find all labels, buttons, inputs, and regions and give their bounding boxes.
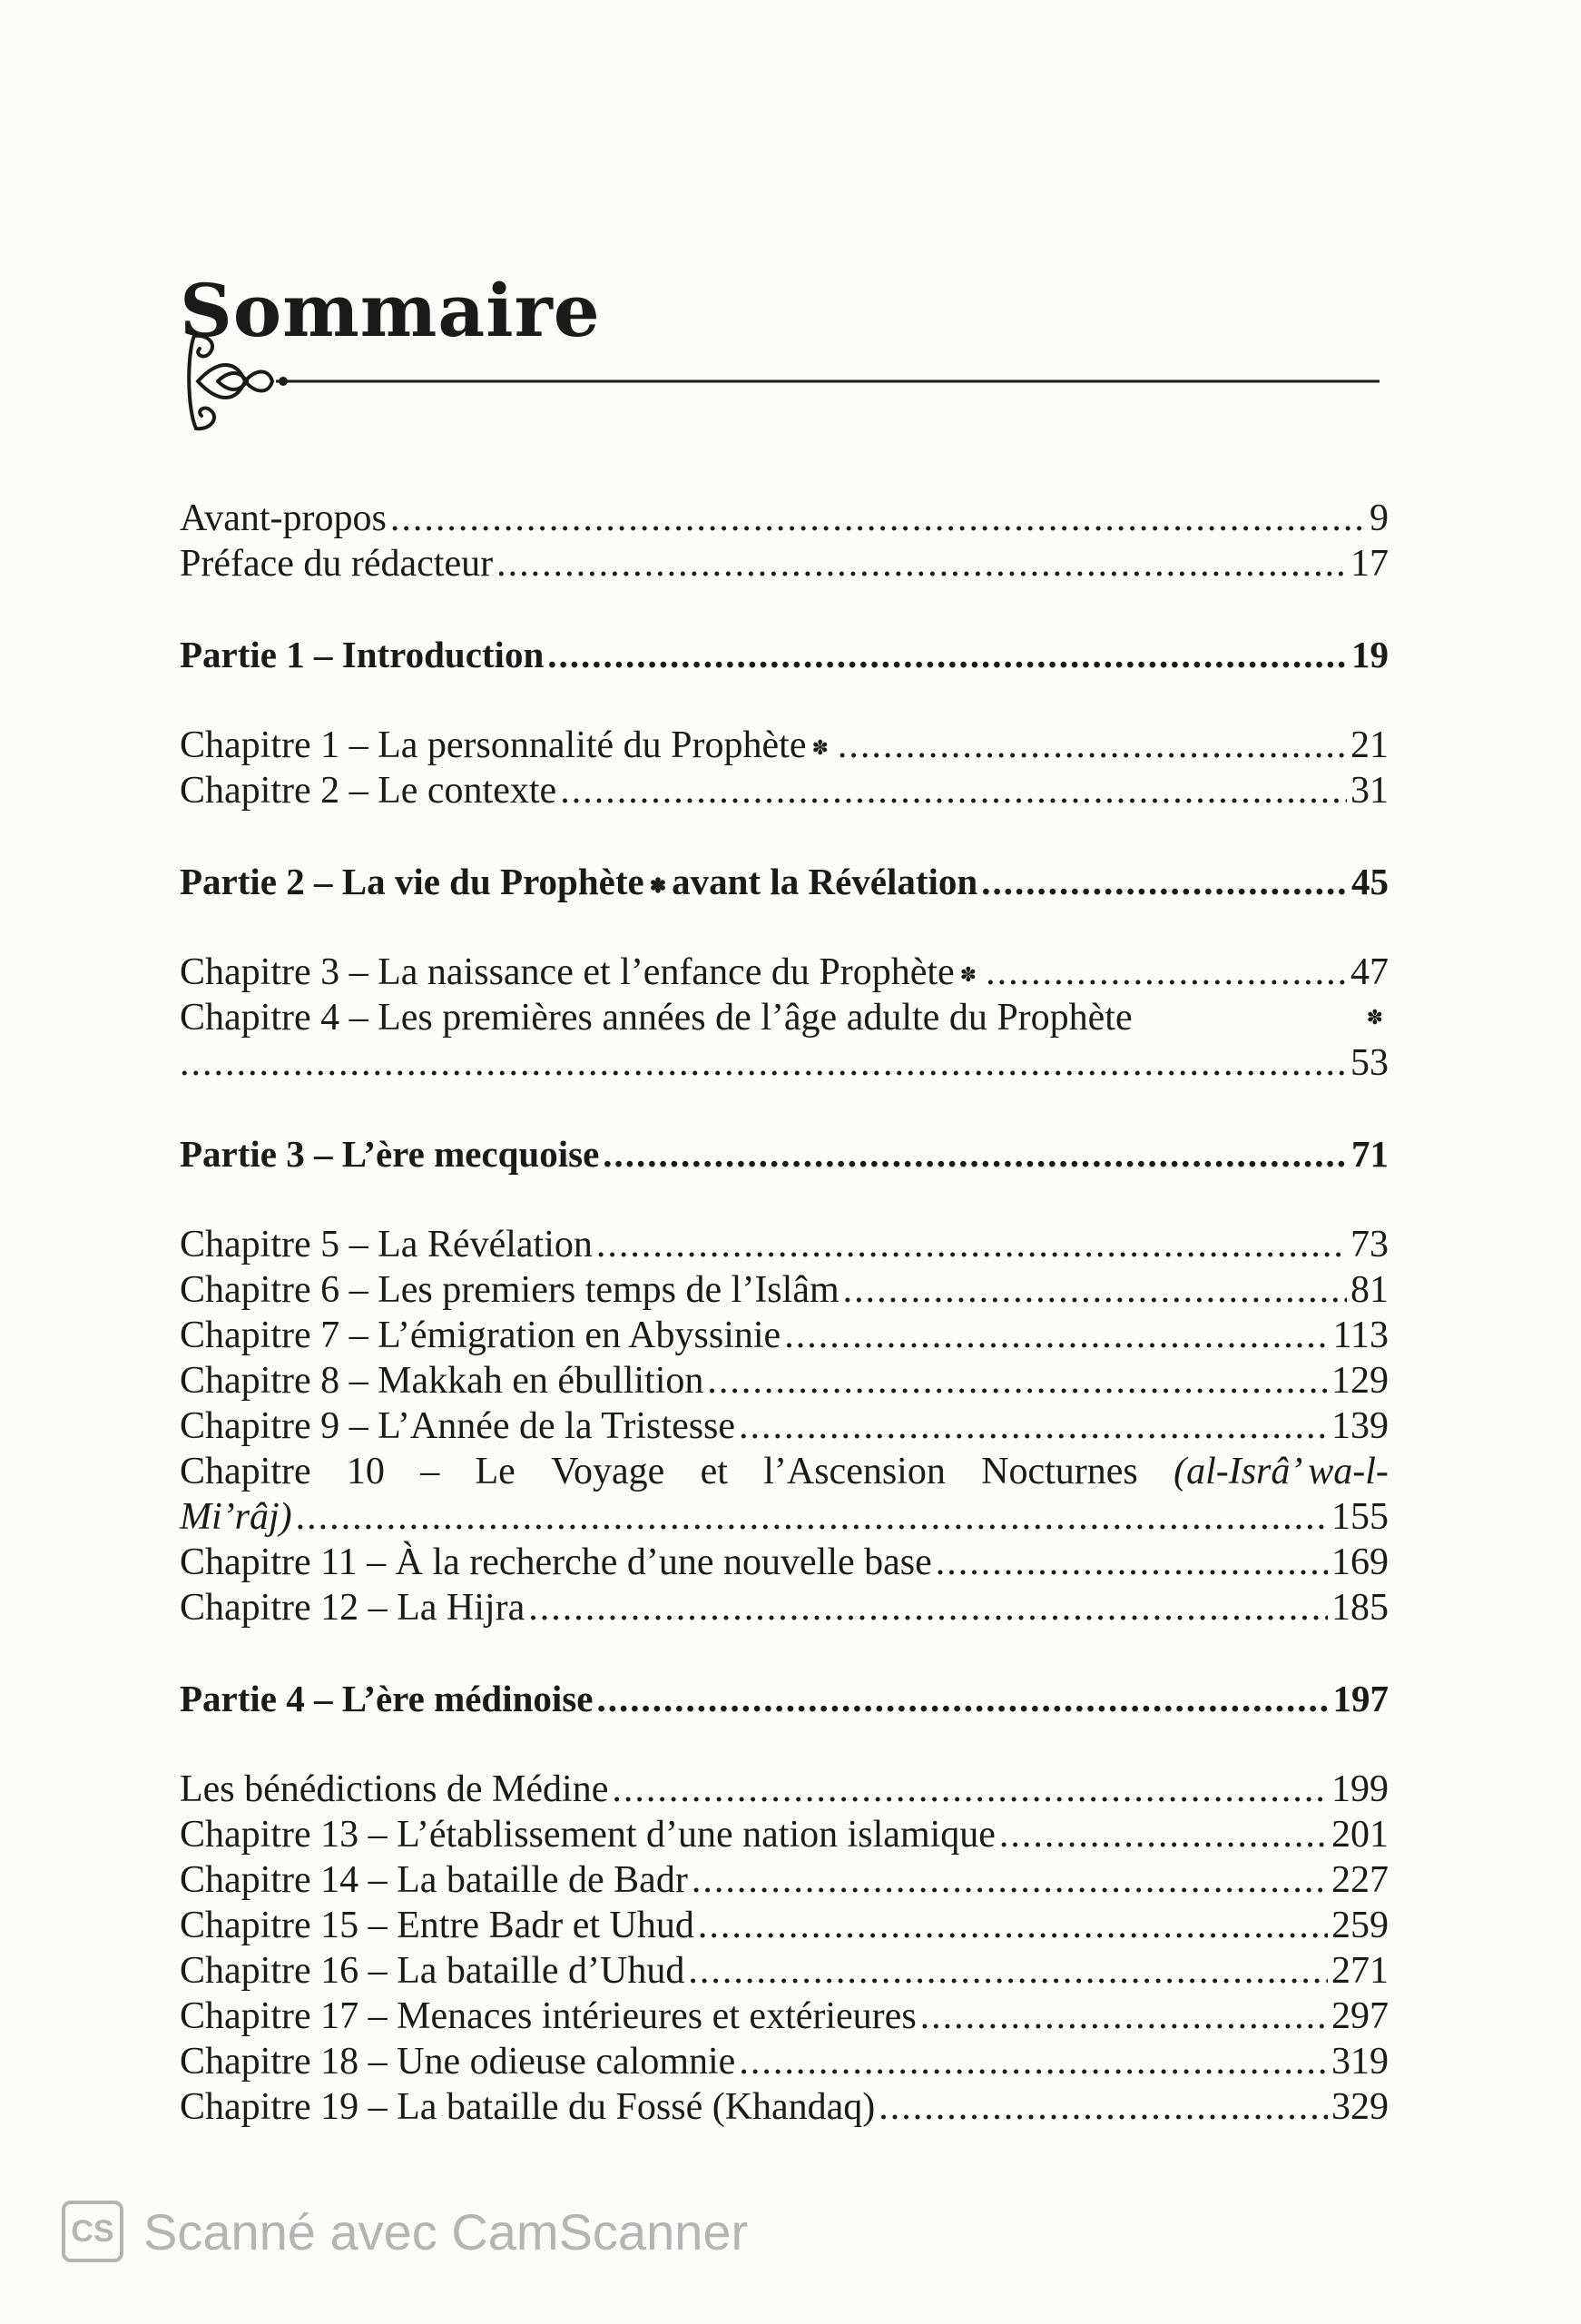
toc-entry-page: 129 (1331, 1360, 1389, 1402)
dot-leader (936, 1540, 1328, 1585)
toc-entry-label: Chapitre 17 – Menaces intérieures et extérieures (180, 1995, 917, 2037)
toc-entry-page: 139 (1331, 1405, 1389, 1447)
toc-entry-word: Le (475, 1451, 516, 1492)
toc-entry-label: Les bénédictions de Médine (180, 1768, 609, 1810)
toc-part-page: 45 (1351, 861, 1389, 902)
dot-leader (596, 1676, 1329, 1721)
toc-entry-chapter-13[interactable] (180, 1812, 1389, 1857)
toc-part-page: 71 (1351, 1133, 1389, 1175)
dot-leader (560, 768, 1347, 813)
toc-entry-label: Préface du rédacteur (180, 543, 494, 585)
toc-part-1[interactable] (180, 632, 1389, 677)
toc-entry-page: 199 (1331, 1768, 1389, 1810)
toc-entry-label: Chapitre 7 – L’émigration en Abyssinie (180, 1315, 781, 1356)
toc-entry-chapter-16[interactable] (180, 1948, 1389, 1994)
honorific-blessing-icon: ✽ (811, 736, 829, 760)
dot-leader (999, 1812, 1328, 1857)
watermark-text: Scanné avec CamScanner (143, 2202, 749, 2260)
toc-entry-page: 329 (1331, 2086, 1389, 2128)
dot-leader (180, 1040, 1347, 1086)
toc-part-page: 19 (1351, 634, 1389, 675)
toc-entry-page: 113 (1332, 1315, 1389, 1356)
dot-leader (981, 859, 1348, 904)
dot-leader (698, 1903, 1328, 1948)
toc-entry-page: 73 (1350, 1224, 1389, 1265)
dot-leader (838, 723, 1347, 768)
toc-entry-page: 169 (1331, 1541, 1389, 1583)
toc-entry-word: Chapitre (180, 1451, 311, 1492)
table-of-contents (180, 496, 1389, 2130)
toc-entry-word: (al-Isrâ’ wa-l- (1173, 1451, 1389, 1492)
toc-entry-word: Nocturnes (981, 1451, 1138, 1492)
ornamental-divider-icon (182, 327, 1380, 436)
page-title: Sommaire (180, 267, 601, 353)
dot-leader (784, 1313, 1329, 1358)
toc-entry-word: Voyage (551, 1451, 665, 1492)
toc-entry-preface[interactable] (180, 541, 1389, 586)
toc-entry-label: Chapitre 5 – La Révélation (180, 1224, 593, 1265)
toc-part-label: Partie 4 – L’ère médinoise (180, 1678, 594, 1719)
toc-entry-chapter-8[interactable] (180, 1358, 1389, 1403)
dot-leader (496, 541, 1347, 586)
toc-entry-label: Chapitre 14 – La bataille de Badr (180, 1859, 688, 1901)
toc-entry-page: 227 (1331, 1859, 1389, 1901)
toc-entry-word: l’Ascension (763, 1451, 946, 1492)
toc-entry-page: 21 (1350, 724, 1389, 766)
toc-entry-chapter-11[interactable] (180, 1540, 1389, 1585)
dot-leader (739, 1403, 1328, 1449)
toc-part-4[interactable] (180, 1676, 1389, 1721)
toc-entry-page: 201 (1331, 1814, 1389, 1856)
toc-entry-chapter-10-title[interactable] (180, 1449, 1389, 1494)
toc-entry-chapter-1[interactable] (180, 723, 1389, 768)
dot-leader (688, 1948, 1328, 1994)
toc-part-label: Partie 2 – La vie du Prophète ✽ avant la Révélation (180, 859, 977, 909)
dot-leader (739, 2039, 1328, 2084)
toc-entry-label: Chapitre 1 – La personnalité du Prophète ✽ (180, 723, 834, 771)
toc-entry-word: – (420, 1451, 440, 1492)
toc-entry-label: Chapitre 11 – À la recherche d’une nouvelle base (180, 1541, 932, 1583)
dot-leader (707, 1358, 1328, 1403)
toc-entry-chapter-14[interactable] (180, 1857, 1389, 1903)
toc-entry-label: Chapitre 16 – La bataille d’Uhud (180, 1950, 685, 1992)
toc-part-2[interactable] (180, 859, 1389, 904)
toc-entry-label: Chapitre 19 – La bataille du Fossé (Khandaq) (180, 2086, 876, 2128)
toc-entry-chapter-15[interactable] (180, 1903, 1389, 1948)
dot-leader (692, 1857, 1328, 1903)
toc-entry-chapter-4-page-line[interactable] (180, 1040, 1389, 1086)
toc-entry-label: Avant-propos (180, 497, 387, 539)
toc-entry-chapter-12[interactable] (180, 1585, 1389, 1630)
dot-leader (547, 632, 1348, 677)
camscanner-logo-icon: CS (62, 2201, 123, 2262)
dot-leader (612, 1767, 1328, 1812)
honorific-blessing-icon: ✽ (1366, 1006, 1383, 1029)
dot-leader (879, 2084, 1328, 2130)
dot-leader (390, 496, 1366, 541)
toc-entry-page: 271 (1331, 1950, 1389, 1992)
toc-entry-chapter-6[interactable] (180, 1267, 1389, 1313)
toc-part-label: Partie 1 – Introduction (180, 634, 545, 675)
toc-entry-page: 47 (1350, 951, 1389, 993)
toc-entry-page: 297 (1331, 1995, 1389, 2037)
honorific-blessing-icon: ✽ (959, 963, 977, 987)
toc-entry-label: Chapitre 6 – Les premiers temps de l’Islâm (180, 1269, 840, 1311)
toc-entry-page: 17 (1350, 543, 1389, 585)
toc-entry-chapter-5[interactable] (180, 1222, 1389, 1267)
toc-entry-label: Chapitre 4 – Les premières années de l’âge adulte du Prophète (180, 997, 1133, 1039)
dot-leader (603, 1131, 1348, 1177)
toc-entry-chapter-2[interactable] (180, 768, 1389, 813)
camscanner-watermark (62, 2201, 748, 2262)
toc-entry-page: 155 (1331, 1496, 1389, 1538)
toc-entry-chapter-7[interactable] (180, 1313, 1389, 1358)
toc-entry-page: 185 (1331, 1587, 1389, 1629)
dot-leader (296, 1494, 1328, 1540)
toc-part-label: Partie 3 – L’ère mecquoise (180, 1133, 600, 1175)
toc-entry-label: Chapitre 12 – La Hijra (180, 1587, 525, 1629)
toc-entry-chapter-10-page-line[interactable] (180, 1494, 1389, 1540)
toc-part-3[interactable] (180, 1131, 1389, 1177)
dot-leader (596, 1222, 1347, 1267)
toc-entry-page: 9 (1370, 497, 1389, 539)
toc-entry-label: Chapitre 18 – Une odieuse calomnie (180, 2041, 736, 2083)
toc-entry-label: Mi’râj) (180, 1496, 292, 1538)
toc-entry-chapter-9[interactable] (180, 1403, 1389, 1449)
toc-entry-label: Chapitre 8 – Makkah en ébullition (180, 1360, 704, 1402)
toc-entry-chapter-18[interactable] (180, 2039, 1389, 2084)
dot-leader (528, 1585, 1328, 1630)
toc-entry-label: Chapitre 13 – L’établissement d’une nation islamique (180, 1814, 996, 1856)
toc-entry-chapter-17[interactable] (180, 1994, 1389, 2039)
toc-entry-label: Chapitre 9 – L’Année de la Tristesse (180, 1405, 736, 1447)
toc-entry-page: 259 (1331, 1905, 1389, 1946)
toc-entry-page: 53 (1350, 1042, 1389, 1084)
toc-entry-word: 10 (346, 1451, 385, 1492)
toc-entry-chapter-19[interactable] (180, 2084, 1389, 2130)
dot-leader (843, 1267, 1347, 1313)
toc-entry-label: Chapitre 2 – Le contexte (180, 770, 557, 812)
toc-entry-benedictions[interactable] (180, 1767, 1389, 1812)
toc-entry-label: Chapitre 3 – La naissance et l’enfance du Prophète ✽ (180, 950, 982, 998)
toc-entry-word: et (700, 1451, 728, 1492)
toc-entry-chapter-4-title[interactable] (180, 995, 1389, 1040)
toc-entry-page: 31 (1350, 770, 1389, 812)
dot-leader (920, 1994, 1328, 2039)
toc-entry-page: 81 (1350, 1269, 1389, 1311)
toc-entry-page: 319 (1331, 2041, 1389, 2083)
toc-entry-chapter-3[interactable] (180, 950, 1389, 995)
toc-entry-avant-propos[interactable] (180, 496, 1389, 541)
honorific-blessing-icon: ✽ (649, 873, 667, 897)
toc-part-page: 197 (1332, 1678, 1389, 1719)
toc-entry-label: Chapitre 15 – Entre Badr et Uhud (180, 1905, 694, 1946)
dot-leader (986, 950, 1347, 995)
